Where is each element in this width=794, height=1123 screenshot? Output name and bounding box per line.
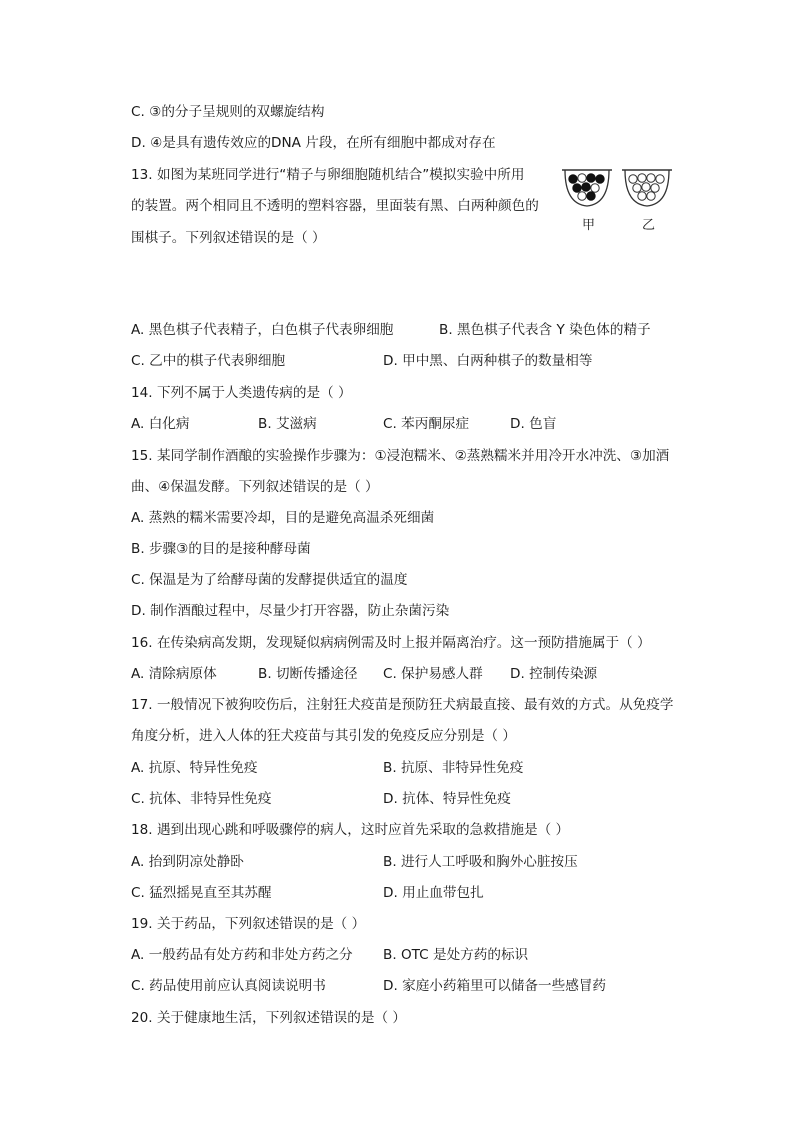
option-12c: C. ③的分子呈规则的双螺旋结构 xyxy=(131,104,325,120)
question-13-line3: 围棋子。下列叙述错误的是（ ） xyxy=(131,230,326,246)
option-16c: C. 保护易感人群 xyxy=(383,666,483,682)
option-19a: A. 一般药品有处方药和非处方药之分 xyxy=(131,947,353,963)
option-13a: A. 黑色棋子代表精子，白色棋子代表卵细胞 xyxy=(131,322,394,338)
option-14d: D. 色盲 xyxy=(510,416,557,432)
option-18c: C. 猛烈摇晃直至其苏醒 xyxy=(131,885,272,901)
question-17-line2: 角度分析，进入人体的狂犬疫苗与其引发的免疫反应分别是（ ） xyxy=(131,728,516,744)
label-jia: 甲 xyxy=(582,218,596,233)
question-19: 19. 关于药品，下列叙述错误的是（ ） xyxy=(131,916,366,932)
question-15-line2: 曲、④保温发酵。下列叙述错误的是（ ） xyxy=(131,479,379,495)
option-15b: B. 步骤③的目的是接种酵母菌 xyxy=(131,541,311,557)
option-16a: A. 清除病原体 xyxy=(131,666,217,682)
label-yi: 乙 xyxy=(642,218,656,233)
option-12d: D. ④是具有遗传效应的DNA 片段，在所有细胞中都成对存在 xyxy=(131,135,496,151)
option-15c: C. 保温是为了给酵母菌的发酵提供适宜的温度 xyxy=(131,572,408,588)
option-17b: B. 抗原、非特异性免疫 xyxy=(383,760,524,776)
option-13d: D. 甲中黑、白两种棋子的数量相等 xyxy=(383,353,593,369)
bowl-jia xyxy=(562,170,612,206)
question-16: 16. 在传染病高发期，发现疑似病病例需及时上报并隔离治疗。这一预防措施属于（ ） xyxy=(131,635,651,651)
option-15d: D. 制作酒酿过程中，尽量少打开容器，防止杂菌污染 xyxy=(131,603,450,619)
option-19c: C. 药品使用前应认真阅读说明书 xyxy=(131,978,326,994)
option-19b: B. OTC 是处方药的标识 xyxy=(383,947,529,963)
question-18: 18. 遇到出现心跳和呼吸骤停的病人，这时应首先采取的急救措施是（ ） xyxy=(131,822,570,838)
option-14a: A. 白化病 xyxy=(131,416,190,432)
option-14c: C. 苯丙酮尿症 xyxy=(383,416,470,432)
question-20: 20. 关于健康地生活，下列叙述错误的是（ ） xyxy=(131,1010,406,1026)
option-17c: C. 抗体、非特异性免疫 xyxy=(131,791,272,807)
question-14: 14. 下列不属于人类遗传病的是（ ） xyxy=(131,385,352,401)
option-16b: B. 切断传播途径 xyxy=(258,666,358,682)
option-15a: A. 蒸熟的糯米需要冷却，目的是避免高温杀死细菌 xyxy=(131,510,435,526)
question-13-line2: 的装置。两个相同且不透明的塑料容器，里面装有黑、白两种颜色的 xyxy=(131,198,539,214)
option-18b: B. 进行人工呼吸和胸外心脏按压 xyxy=(383,854,578,870)
option-13b: B. 黑色棋子代表含 Y 染色体的精子 xyxy=(439,322,651,338)
question-15-line1: 15. 某同学制作酒酿的实验操作步骤为：①浸泡糯米、②蒸熟糯米并用冷开水冲洗、③加酒 xyxy=(131,448,670,464)
option-16d: D. 控制传染源 xyxy=(510,666,598,682)
option-13c: C. 乙中的棋子代表卵细胞 xyxy=(131,353,286,369)
question-17-line1: 17. 一般情况下被狗咬伤后，注射狂犬疫苗是预防狂犬病最直接、最有效的方式。从免疫学 xyxy=(131,697,674,713)
question-13-line1: 13. 如图为某班同学进行“精子与卵细胞随机结合”模拟实验中所用 xyxy=(131,167,525,183)
option-18a: A. 抬到阴凉处静卧 xyxy=(131,854,244,870)
bowl-yi xyxy=(622,170,672,206)
option-14b: B. 艾滋病 xyxy=(258,416,317,432)
option-17a: A. 抗原、特异性免疫 xyxy=(131,760,258,776)
option-17d: D. 抗体、特异性免疫 xyxy=(383,791,511,807)
option-19d: D. 家庭小药箱里可以储备一些感冒药 xyxy=(383,978,607,994)
bowls-figure xyxy=(560,162,675,237)
option-18d: D. 用止血带包扎 xyxy=(383,885,484,901)
bowls-illustration xyxy=(560,162,675,217)
